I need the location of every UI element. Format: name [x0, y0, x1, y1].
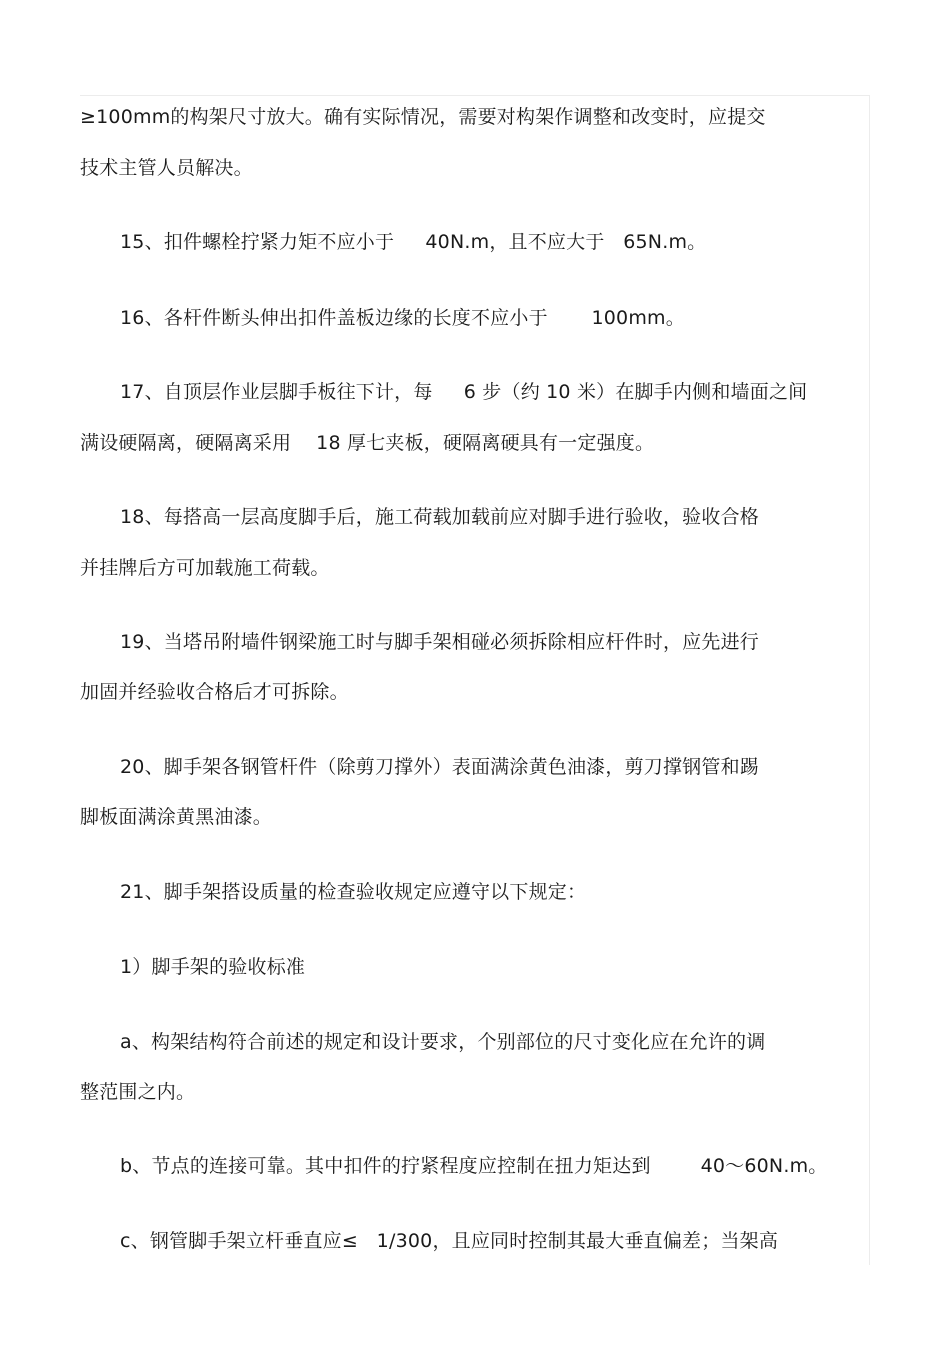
text-line: 满设硬隔离，硬隔离采用 18 厚七夹板，硬隔离硬具有一定强度。 [80, 432, 655, 454]
text-line: 21、脚手架搭设质量的检查验收规定应遵守以下规定： [120, 881, 587, 903]
text-line: a、构架结构符合前述的规定和设计要求，个别部位的尺寸变化应在允许的调 [120, 1031, 766, 1053]
text-line: 17、自顶层作业层脚手板往下计，每 6 步（约 10 米）在脚手内侧和墙面之间 [120, 381, 808, 403]
page-border-right [869, 95, 870, 1265]
text-line: 15、扣件螺栓拧紧力矩不应小于 40N.m，且不应大于 65N.m。 [120, 231, 707, 253]
text-line: 19、当塔吊附墙件钢梁施工时与脚手架相碰必须拆除相应杆件时，应先进行 [120, 631, 759, 653]
text-line: 并挂牌后方可加载施工荷载。 [80, 557, 330, 579]
text-line: c、钢管脚手架立杆垂直应≤ 1/300，且应同时控制其最大垂直偏差；当架高 [120, 1230, 779, 1252]
text-line: b、节点的连接可靠。其中扣件的拧紧程度应控制在扭力矩达到 40～60N.m。 [120, 1155, 828, 1177]
text-line: 18、每搭高一层高度脚手后，施工荷载加载前应对脚手进行验收，验收合格 [120, 506, 759, 528]
page-border-top [80, 95, 870, 96]
text-line: 加固并经验收合格后才可拆除。 [80, 681, 349, 703]
text-line: 16、各杆件断头伸出扣件盖板边缘的长度不应小于 100mm。 [120, 307, 685, 329]
text-line: 整范围之内。 [80, 1081, 196, 1103]
text-line: 脚板面满涂黄黑油漆。 [80, 806, 273, 828]
text-line: 技术主管人员解决。 [80, 157, 253, 179]
text-line: ≥100mm的构架尺寸放大。确有实际情况，需要对构架作调整和改变时，应提交 [80, 106, 766, 128]
text-line: 20、脚手架各钢管杆件（除剪刀撑外）表面满涂黄色油漆，剪刀撑钢管和踢 [120, 756, 759, 778]
text-line: 1）脚手架的验收标准 [120, 956, 306, 978]
